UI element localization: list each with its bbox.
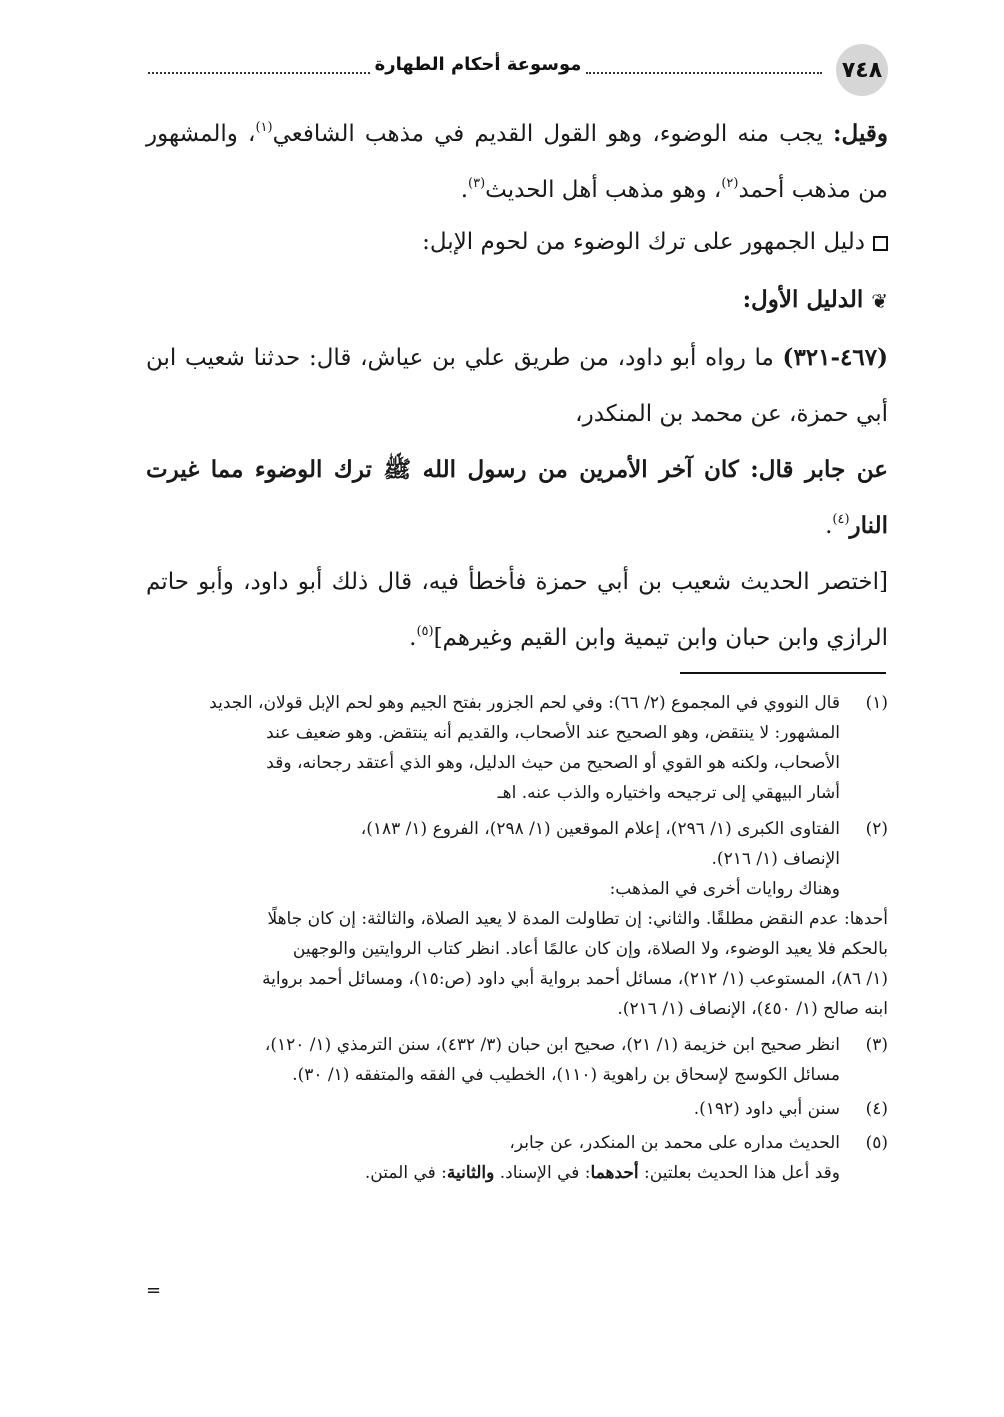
paragraph-text: ، والمشهور من مذهب أحمد (146, 121, 888, 203)
paragraph-text: يجب منه الوضوء، وهو القول القديم في مذهب الشافعي (272, 121, 834, 147)
footnote-number: (٣) (865, 1035, 888, 1055)
footnote-line: وهناك روايات أخرى في المذهب: (609, 879, 840, 899)
footnote-line: ابنه صالح (١/ ٤٥٠)، الإنصاف (١/ ٢١٦). (617, 999, 888, 1019)
footnote-ref[interactable]: (٣) (468, 176, 486, 191)
footnote-1 (146, 688, 888, 808)
paragraph-opinion (146, 106, 888, 218)
footnote-text: : في الإسناد. (494, 1163, 591, 1183)
punctuation: . (825, 513, 833, 539)
footnote-4 (146, 1094, 888, 1124)
footnote-number: (٥) (865, 1133, 888, 1153)
hadith-chain (146, 330, 888, 442)
footnote-ref[interactable]: (٢) (721, 176, 739, 191)
footnote-line: الإنصاف (١/ ٢١٦). (711, 849, 840, 869)
footnote-line: أحدها: عدم النقض مطلقًا. والثاني: إن تطاولت المدة لا يعيد الصلاة، والثالثة: إن كان جاهلًا (267, 909, 888, 929)
footnote-line: الحديث مداره على محمد بن المنكدر، عن جابر، (509, 1133, 840, 1153)
hadith-body: عن جابر قال: كان آخر الأمرين من رسول الله ﷺ ترك الوضوء مما غيرت النار (146, 456, 888, 539)
header-dots-left (148, 72, 370, 74)
footnote-line (146, 1158, 840, 1188)
footnote-ref[interactable]: (٤) (832, 512, 850, 527)
footnote-line: الفتاوى الكبرى (١/ ٢٩٦)، إعلام الموقعين (١/ ٢٩٨)، الفروع (١/ ١٨٣)، (360, 819, 840, 839)
hadith-text (146, 442, 888, 554)
footnote-ref[interactable]: (١) (255, 120, 273, 135)
continuation-mark: = (146, 1280, 162, 1301)
footnote-line: المشهور: لا ينتقض، وهو الصحيح عند الأصحاب، والقديم أنه ينتقض. وهو ضعيف عند (266, 723, 840, 743)
footnote-line: الأصحاب، ولكنه هو القوي أو الصحيح من حيث الدليل، وهو الذي أعتقد رجحانه، وقد (266, 753, 840, 773)
footnote-2-continued (146, 904, 888, 1024)
footnote-text: وقد أعل هذا الحديث بعلتين: (638, 1163, 840, 1183)
footnote-bold-term: أحدهما (590, 1163, 639, 1183)
footnote-line: بالحكم فلا يعيد الوضوء، ولا الصلاة، وإن كان عالمًا أعاد. انظر كتاب الروايتين والوجهين (292, 939, 888, 959)
footnote-number: (١) (865, 693, 888, 713)
editor-note (146, 554, 888, 666)
footnote-5 (146, 1128, 888, 1188)
footnote-line: مسائل الكوسج لإسحاق بن راهوية (١١٠)، الخطيب في الفقه والمتفقه (١/ ٣٠). (292, 1065, 840, 1085)
page-number: ٧٤٨ (836, 44, 888, 96)
footnote-line: انظر صحيح ابن خزيمة (١/ ٢١)، صحيح ابن حبان (٣/ ٤٣٢)، سنن الترمذي (١/ ١٢٠)، (264, 1035, 840, 1055)
heading-text: الدليل الأول: (742, 286, 864, 313)
footnote-ref[interactable]: (٥) (416, 624, 434, 639)
page-header (140, 44, 888, 100)
footnote-line: (١/ ٨٦)، المستوعب (١/ ٢١٢)، مسائل أحمد برواية أبي داود (ص:١٥)، ومسائل أحمد برواية (262, 969, 888, 989)
footnote-line: قال النووي في المجموع (٢/ ٦٦): وفي لحم الجزور بفتح الجيم وهو لحم الإبل قولان، الجديد (209, 693, 840, 713)
heading-text: دليل الجمهور على ترك الوضوء من لحوم الإبل: (422, 229, 865, 255)
footnote-line: سنن أبي داود (١٩٢). (693, 1099, 840, 1119)
footnote-number: (٢) (865, 819, 888, 839)
leaf-ornament-icon: ❦ (871, 289, 888, 313)
footnote-2 (146, 814, 888, 904)
punctuation: . (460, 177, 469, 203)
footnote-line: أشار البيهقي إلى ترجيحه واختياره والذب عنه. اهـ (497, 783, 840, 803)
note-text: [اختصر الحديث شعيب بن أبي حمزة فأخطأ فيه، قال ذلك أبو داود، وأبو حاتم الرازي وابن حبان وابن تيمية وابن القيم وغيرهم] (146, 569, 888, 651)
footnote-3 (146, 1030, 888, 1090)
footnote-separator (680, 672, 886, 674)
paragraph-text: ، وهو مذهب أهل الحديث (485, 177, 722, 203)
footnotes (146, 688, 888, 1188)
subsection-heading (146, 272, 888, 329)
lead-word: وقيل: (833, 120, 888, 147)
footnote-bold-term: والثانية (446, 1163, 495, 1183)
footnote-number: (٤) (865, 1099, 888, 1119)
section-heading (146, 214, 888, 270)
running-title: موسوعة أحكام الطهارة (374, 54, 582, 75)
chain-text: ما رواه أبو داود، من طريق علي بن عياش، قال: حدثنا شعيب ابن أبي حمزة، عن محمد بن المنكدر، (146, 345, 888, 427)
footnote-text: : في المتن. (364, 1163, 447, 1183)
hadith-reference: (٤٦٧-٣٢١) (782, 344, 888, 371)
header-dots-right (586, 72, 822, 74)
punctuation: . (409, 625, 417, 651)
checkbox-square-icon (873, 236, 888, 251)
